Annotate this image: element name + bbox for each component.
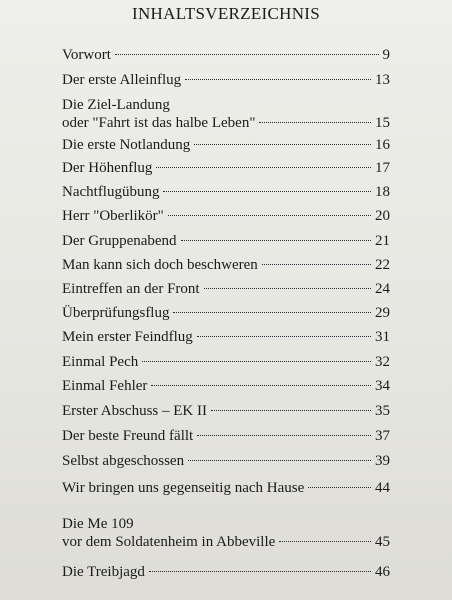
toc-entry [62, 353, 390, 371]
entry-title: Vorwort [62, 47, 111, 63]
entry-title: Herr "Oberlikör" [62, 208, 164, 224]
toc-entry [62, 479, 390, 497]
page-number: 31 [375, 329, 390, 345]
toc-entry [62, 427, 390, 445]
page-number: 46 [375, 564, 390, 580]
entry-title: Einmal Fehler [62, 378, 148, 394]
page-number: 34 [375, 378, 390, 394]
page-number: 18 [375, 184, 390, 200]
dot-leader [151, 385, 371, 386]
page-number: 9 [382, 47, 390, 63]
toc-entry [62, 377, 390, 395]
dot-leader [115, 54, 379, 55]
entry-title: Überprüfungsflug [62, 305, 170, 321]
dot-leader [181, 240, 371, 241]
entry-title: Erster Abschuss – EK II [62, 403, 207, 419]
toc-entry [62, 71, 390, 89]
page-number: 37 [375, 428, 390, 444]
page-number: 32 [375, 354, 390, 370]
entry-title: vor dem Soldatenheim in Abbeville [62, 534, 276, 550]
toc-entry [62, 46, 390, 64]
dot-leader [211, 410, 371, 411]
entry-title: Der erste Alleinflug [62, 72, 182, 88]
page-number: 17 [375, 160, 390, 176]
dot-leader [279, 541, 371, 542]
entry-title: Einmal Pech [62, 354, 139, 370]
dot-leader [188, 460, 371, 461]
toc-entry [62, 563, 390, 581]
entry-title: Selbst abgeschossen [62, 453, 185, 469]
toc-entry [62, 232, 390, 250]
dot-leader [197, 435, 371, 436]
entry-title: Die erste Notlandung [62, 137, 191, 153]
page-number: 16 [375, 137, 390, 153]
page-number: 35 [375, 403, 390, 419]
toc-entry [62, 183, 390, 201]
page-number: 13 [375, 72, 390, 88]
toc-entry [62, 159, 390, 177]
toc-entry [62, 402, 390, 420]
dot-leader [308, 487, 371, 488]
toc-entry [62, 207, 390, 225]
entry-title: oder "Fahrt ist das halbe Leben" [62, 115, 256, 131]
toc-entry [62, 256, 390, 274]
entry-title: Wir bringen uns gegenseitig nach Hause [62, 480, 305, 496]
entry-title: Der Gruppenabend [62, 233, 177, 249]
toc-entry [62, 136, 390, 154]
dot-leader [259, 122, 371, 123]
toc-entry [62, 452, 390, 470]
dot-leader [185, 79, 371, 80]
entry-title: Die Treibjagd [62, 564, 145, 580]
dot-leader [163, 191, 371, 192]
toc-entry [62, 304, 390, 322]
page-number: 45 [375, 534, 390, 550]
dot-leader [173, 312, 371, 313]
dot-leader [197, 336, 371, 337]
toc-entry [62, 96, 390, 132]
dot-leader [156, 167, 371, 168]
dot-leader [168, 215, 371, 216]
entry-title: Man kann sich doch beschweren [62, 257, 258, 273]
page-number: 44 [375, 480, 390, 496]
toc-entry [62, 280, 390, 298]
entry-title: Der beste Freund fällt [62, 428, 194, 444]
dot-leader [262, 264, 371, 265]
entry-title-line1: Die Me 109 [62, 516, 134, 532]
entry-title-line1: Die Ziel-Landung [62, 97, 170, 113]
dot-leader [149, 571, 371, 572]
page-number: 22 [375, 257, 390, 273]
entry-title: Der Höhenflug [62, 160, 153, 176]
page-number: 21 [375, 233, 390, 249]
toc-heading: INHALTSVERZEICHNIS [132, 4, 320, 23]
page-number: 39 [375, 453, 390, 469]
page-number: 29 [375, 305, 390, 321]
dot-leader [142, 361, 371, 362]
toc-entry [62, 515, 390, 551]
toc-entry [62, 328, 390, 346]
dot-leader [204, 288, 371, 289]
dot-leader [194, 144, 371, 145]
entry-title: Nachtflugübung [62, 184, 160, 200]
entry-title: Eintreffen an der Front [62, 281, 200, 297]
entry-title: Mein erster Feindflug [62, 329, 193, 345]
page-number: 15 [375, 115, 390, 131]
page-number: 24 [375, 281, 390, 297]
page-number: 20 [375, 208, 390, 224]
